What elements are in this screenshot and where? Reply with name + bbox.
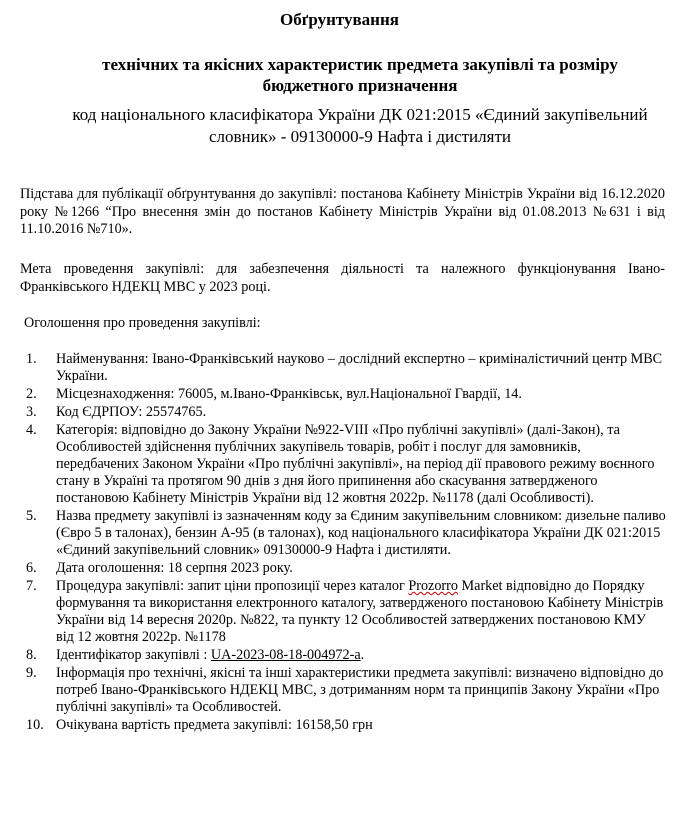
item-number: 1. — [26, 351, 37, 367]
announcement-heading: Оголошення про проведення закупівлі: — [24, 315, 261, 331]
item-number: 3. — [26, 404, 37, 421]
item-text: Очікувана вартість предмета закупівлі: 16158,50 грн — [56, 716, 373, 733]
item-text: Місцезнаходження: 76005, м.Івано-Франківськ, вул.Національної Гвардії, 14. — [56, 386, 522, 402]
item-number: 4. — [26, 422, 37, 439]
item-number: 7. — [26, 577, 37, 594]
item-number: 6. — [26, 559, 37, 576]
item-text-before: Процедура закупівлі: запит ціни пропозиції через каталог — [56, 577, 409, 594]
list-item — [26, 404, 666, 421]
item-text: Код ЄДРПОУ: 25574765. — [56, 404, 207, 421]
document-title: Обґрунтування — [280, 10, 399, 29]
publication-basis-paragraph: Підстава для публікації обґрунтування до закупівлі: постанова Кабінету Міністрів України від 16.12.2020 року №1266 “Про внесення змін до постанов Кабінету Міністрів України від 01.08.2013 №631 і від 11.10.2016 №710». — [20, 186, 665, 237]
item-text: Категорія: відповідно до Закону України №922-VIII «Про публічні закупівлі» (далі-Закон), та Особливостей здійснення публічних закупівель товарів, робіт і послуг для замовників, передбачених Законом України «Про публічні закупівлі», на період дії правового режиму воєнного стану в Україні та протягом 90 днів з дня його припинення або скасування затвердженого постановою Кабінету Міністрів України від 12 жовтня 2022р. №1178 (далі Особливості). — [56, 422, 655, 506]
item-number: 9. — [26, 664, 37, 681]
item-text: Інформація про технічні, якісні та інші характеристики предмета закупівлі: визначено відповідно до потреб Івано-Франківського НДЕКЦ МВС, з дотриманням норм та принципів Закону України «Про публічні закупівлі» та Особливостей. — [56, 664, 664, 715]
prozorro-word: Prozorro — [408, 577, 458, 594]
list-item — [26, 560, 666, 577]
list-item — [26, 717, 666, 734]
classifier-code-line: код національного класифікатора України ДК 021:2015 «Єдиний закупівельний словник» - 09130000-9 Нафта і дистиляти — [72, 105, 648, 146]
item-text: Дата оголошення: 18 серпня 2023 року. — [56, 559, 293, 576]
list-item — [26, 665, 666, 716]
procurement-id-suffix: . — [360, 646, 365, 663]
procurement-id-label: Ідентифікатор закупівлі : — [56, 646, 211, 663]
list-item — [26, 351, 666, 385]
list-item — [26, 647, 666, 664]
list-item — [26, 422, 666, 507]
list-item — [26, 578, 666, 646]
item-number: 8. — [26, 646, 37, 663]
list-item — [26, 386, 666, 403]
item-text: Найменування: Івано-Франківський науково – дослідний експертно – криміналістичний центр МВС України. — [56, 351, 663, 384]
document-subtitle: технічних та якісних характеристик предмета закупівлі та розміру бюджетного призначення — [102, 55, 618, 95]
item-number: 5. — [26, 507, 37, 524]
item-number: 2. — [26, 386, 37, 402]
list-item — [26, 508, 666, 559]
item-number: 10. — [26, 716, 44, 733]
item-text-after: Market відповідно до Порядку формування та використання електронного каталогу, затвердженого постановою Кабінету Міністрів України від 14 вересня 2020р. №822, та пункту 12 Особливостей затверджених постановою КМУ від 12 жовтня 2022р. №1178 — [56, 577, 664, 645]
procurement-id-link[interactable]: UA-2023-08-18-004972-a — [210, 646, 361, 663]
item-text: Назва предмету закупівлі із зазначенням коду за Єдиним закупівельним словником: дизельне паливо (Євро 5 в талонах), бензин А-95 (в талонах), код національного класифікатора України ДК 021:2015 «Єдиний закупівельний словник» 09130000-9 Нафта і дистиляти. — [56, 507, 666, 558]
purpose-paragraph: Мета проведення закупівлі: для забезпечення діяльності та належного функціонування Івано-Франківського НДЕКЦ МВС у 2023 році. — [20, 261, 665, 295]
announcement-list — [26, 351, 666, 735]
